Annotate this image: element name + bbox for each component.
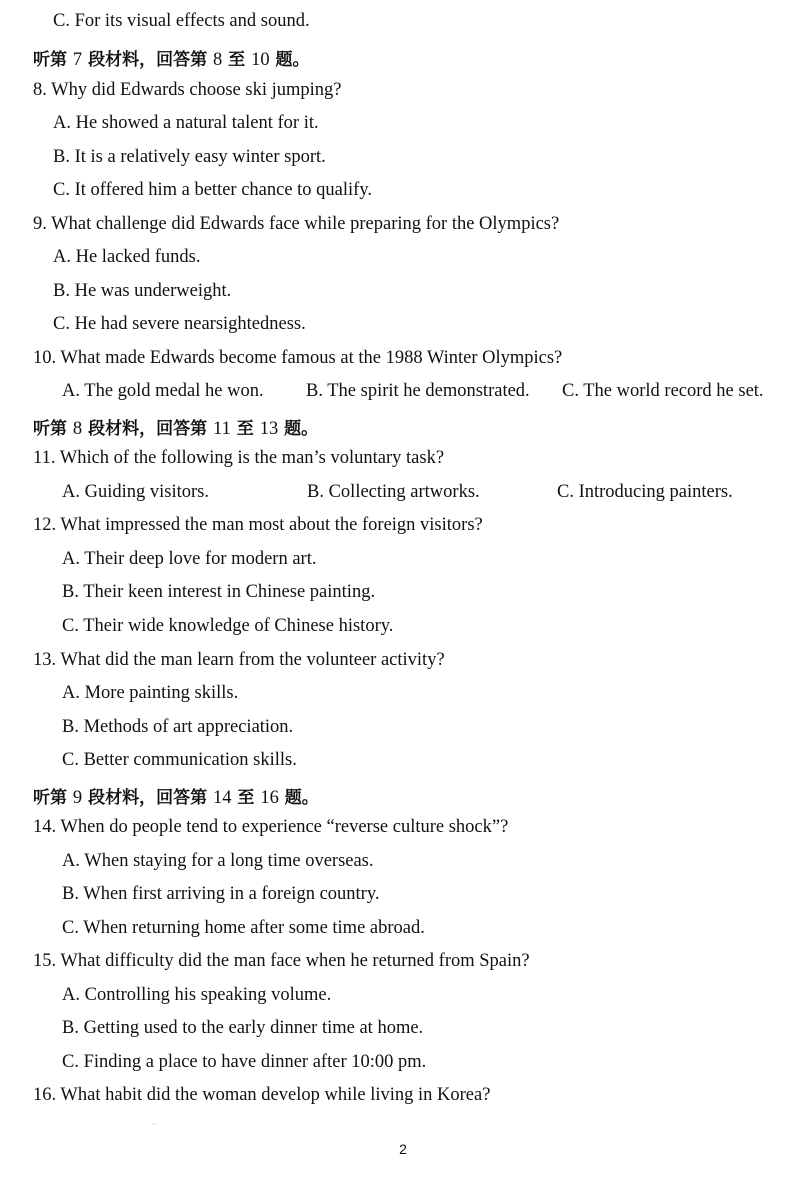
heading-text: 题。 xyxy=(278,419,319,439)
question-13: 13. What did the man learn from the volunteer activity? xyxy=(33,650,445,670)
heading-num: 11 xyxy=(213,419,231,439)
question-14-option-c: C. When returning home after some time abroad. xyxy=(62,918,425,938)
question-9-option-c: C. He had severe nearsightedness. xyxy=(53,314,306,334)
section-heading-8 xyxy=(33,418,318,440)
question-12-option-a: A. Their deep love for modern art. xyxy=(62,549,317,569)
heading-text: 听第 xyxy=(33,419,73,439)
heading-num: 8 xyxy=(72,419,83,439)
question-9-option-b: B. He was underweight. xyxy=(53,281,232,301)
heading-num: 16 xyxy=(260,788,279,808)
heading-text: 至 xyxy=(230,419,260,439)
heading-num: 7 xyxy=(72,50,83,70)
question-10-option-c: C. The world record he set. xyxy=(562,381,764,401)
question-14-option-b: B. When first arriving in a foreign country. xyxy=(62,884,380,904)
question-16: 16. What habit did the woman develop while living in Korea? xyxy=(33,1085,491,1105)
question-12-option-b: B. Their keen interest in Chinese painting. xyxy=(62,582,376,602)
question-11-option-b: B. Collecting artworks. xyxy=(307,482,480,502)
question-10: 10. What made Edwards become famous at the 1988 Winter Olympics? xyxy=(33,348,563,368)
heading-num: 14 xyxy=(213,788,232,808)
question-15-option-c: C. Finding a place to have dinner after 10:00 pm. xyxy=(62,1052,427,1072)
question-11: 11. Which of the following is the man’s voluntary task? xyxy=(33,448,445,468)
question-11-option-a: A. Guiding visitors. xyxy=(62,482,209,502)
question-14-option-a: A. When staying for a long time overseas. xyxy=(62,851,374,871)
question-10-option-b: B. The spirit he demonstrated. xyxy=(306,381,530,401)
question-8-option-b: B. It is a relatively easy winter sport. xyxy=(53,147,326,167)
heading-text: 段材料，回答第 xyxy=(82,419,214,439)
question-15-option-b: B. Getting used to the early dinner time at home. xyxy=(62,1018,424,1038)
heading-num: 10 xyxy=(251,50,270,70)
question-15-option-a: A. Controlling his speaking volume. xyxy=(62,985,332,1005)
question-9: 9. What challenge did Edwards face while preparing for the Olympics? xyxy=(33,214,560,234)
heading-text: 听第 xyxy=(33,50,73,70)
heading-text: 段材料，回答第 xyxy=(82,50,214,70)
question-13-option-c: C. Better communication skills. xyxy=(62,750,297,770)
heading-text: 题。 xyxy=(269,50,310,70)
stray-mark: ~ xyxy=(152,1120,157,1129)
question-14: 14. When do people tend to experience “reverse culture shock”? xyxy=(33,817,509,837)
heading-text: 至 xyxy=(222,50,252,70)
question-13-option-a: A. More painting skills. xyxy=(62,683,239,703)
question-12-option-c: C. Their wide knowledge of Chinese history. xyxy=(62,616,394,636)
question-15: 15. What difficulty did the man face when he returned from Spain? xyxy=(33,951,530,971)
question-13-option-b: B. Methods of art appreciation. xyxy=(62,717,294,737)
question-8-option-c: C. It offered him a better chance to qualify. xyxy=(53,180,372,200)
option-c-prev: C. For its visual effects and sound. xyxy=(53,11,310,31)
question-12: 12. What impressed the man most about the foreign visitors? xyxy=(33,515,483,535)
heading-num: 13 xyxy=(259,419,279,439)
question-8-option-a: A. He showed a natural talent for it. xyxy=(53,113,319,133)
section-heading-9 xyxy=(33,787,319,809)
section-heading-7 xyxy=(33,49,310,71)
question-11-option-c: C. Introducing painters. xyxy=(557,482,733,502)
heading-text: 段材料，回答第 xyxy=(82,788,214,808)
heading-text: 至 xyxy=(231,788,261,808)
question-9-option-a: A. He lacked funds. xyxy=(53,247,201,267)
heading-text: 听第 xyxy=(33,788,73,808)
heading-num: 9 xyxy=(72,788,83,808)
heading-num: 8 xyxy=(213,50,223,70)
heading-text: 题。 xyxy=(278,788,319,808)
page-number: 2 xyxy=(399,1141,407,1157)
question-10-option-a: A. The gold medal he won. xyxy=(62,381,264,401)
question-8: 8. Why did Edwards choose ski jumping? xyxy=(33,80,342,100)
